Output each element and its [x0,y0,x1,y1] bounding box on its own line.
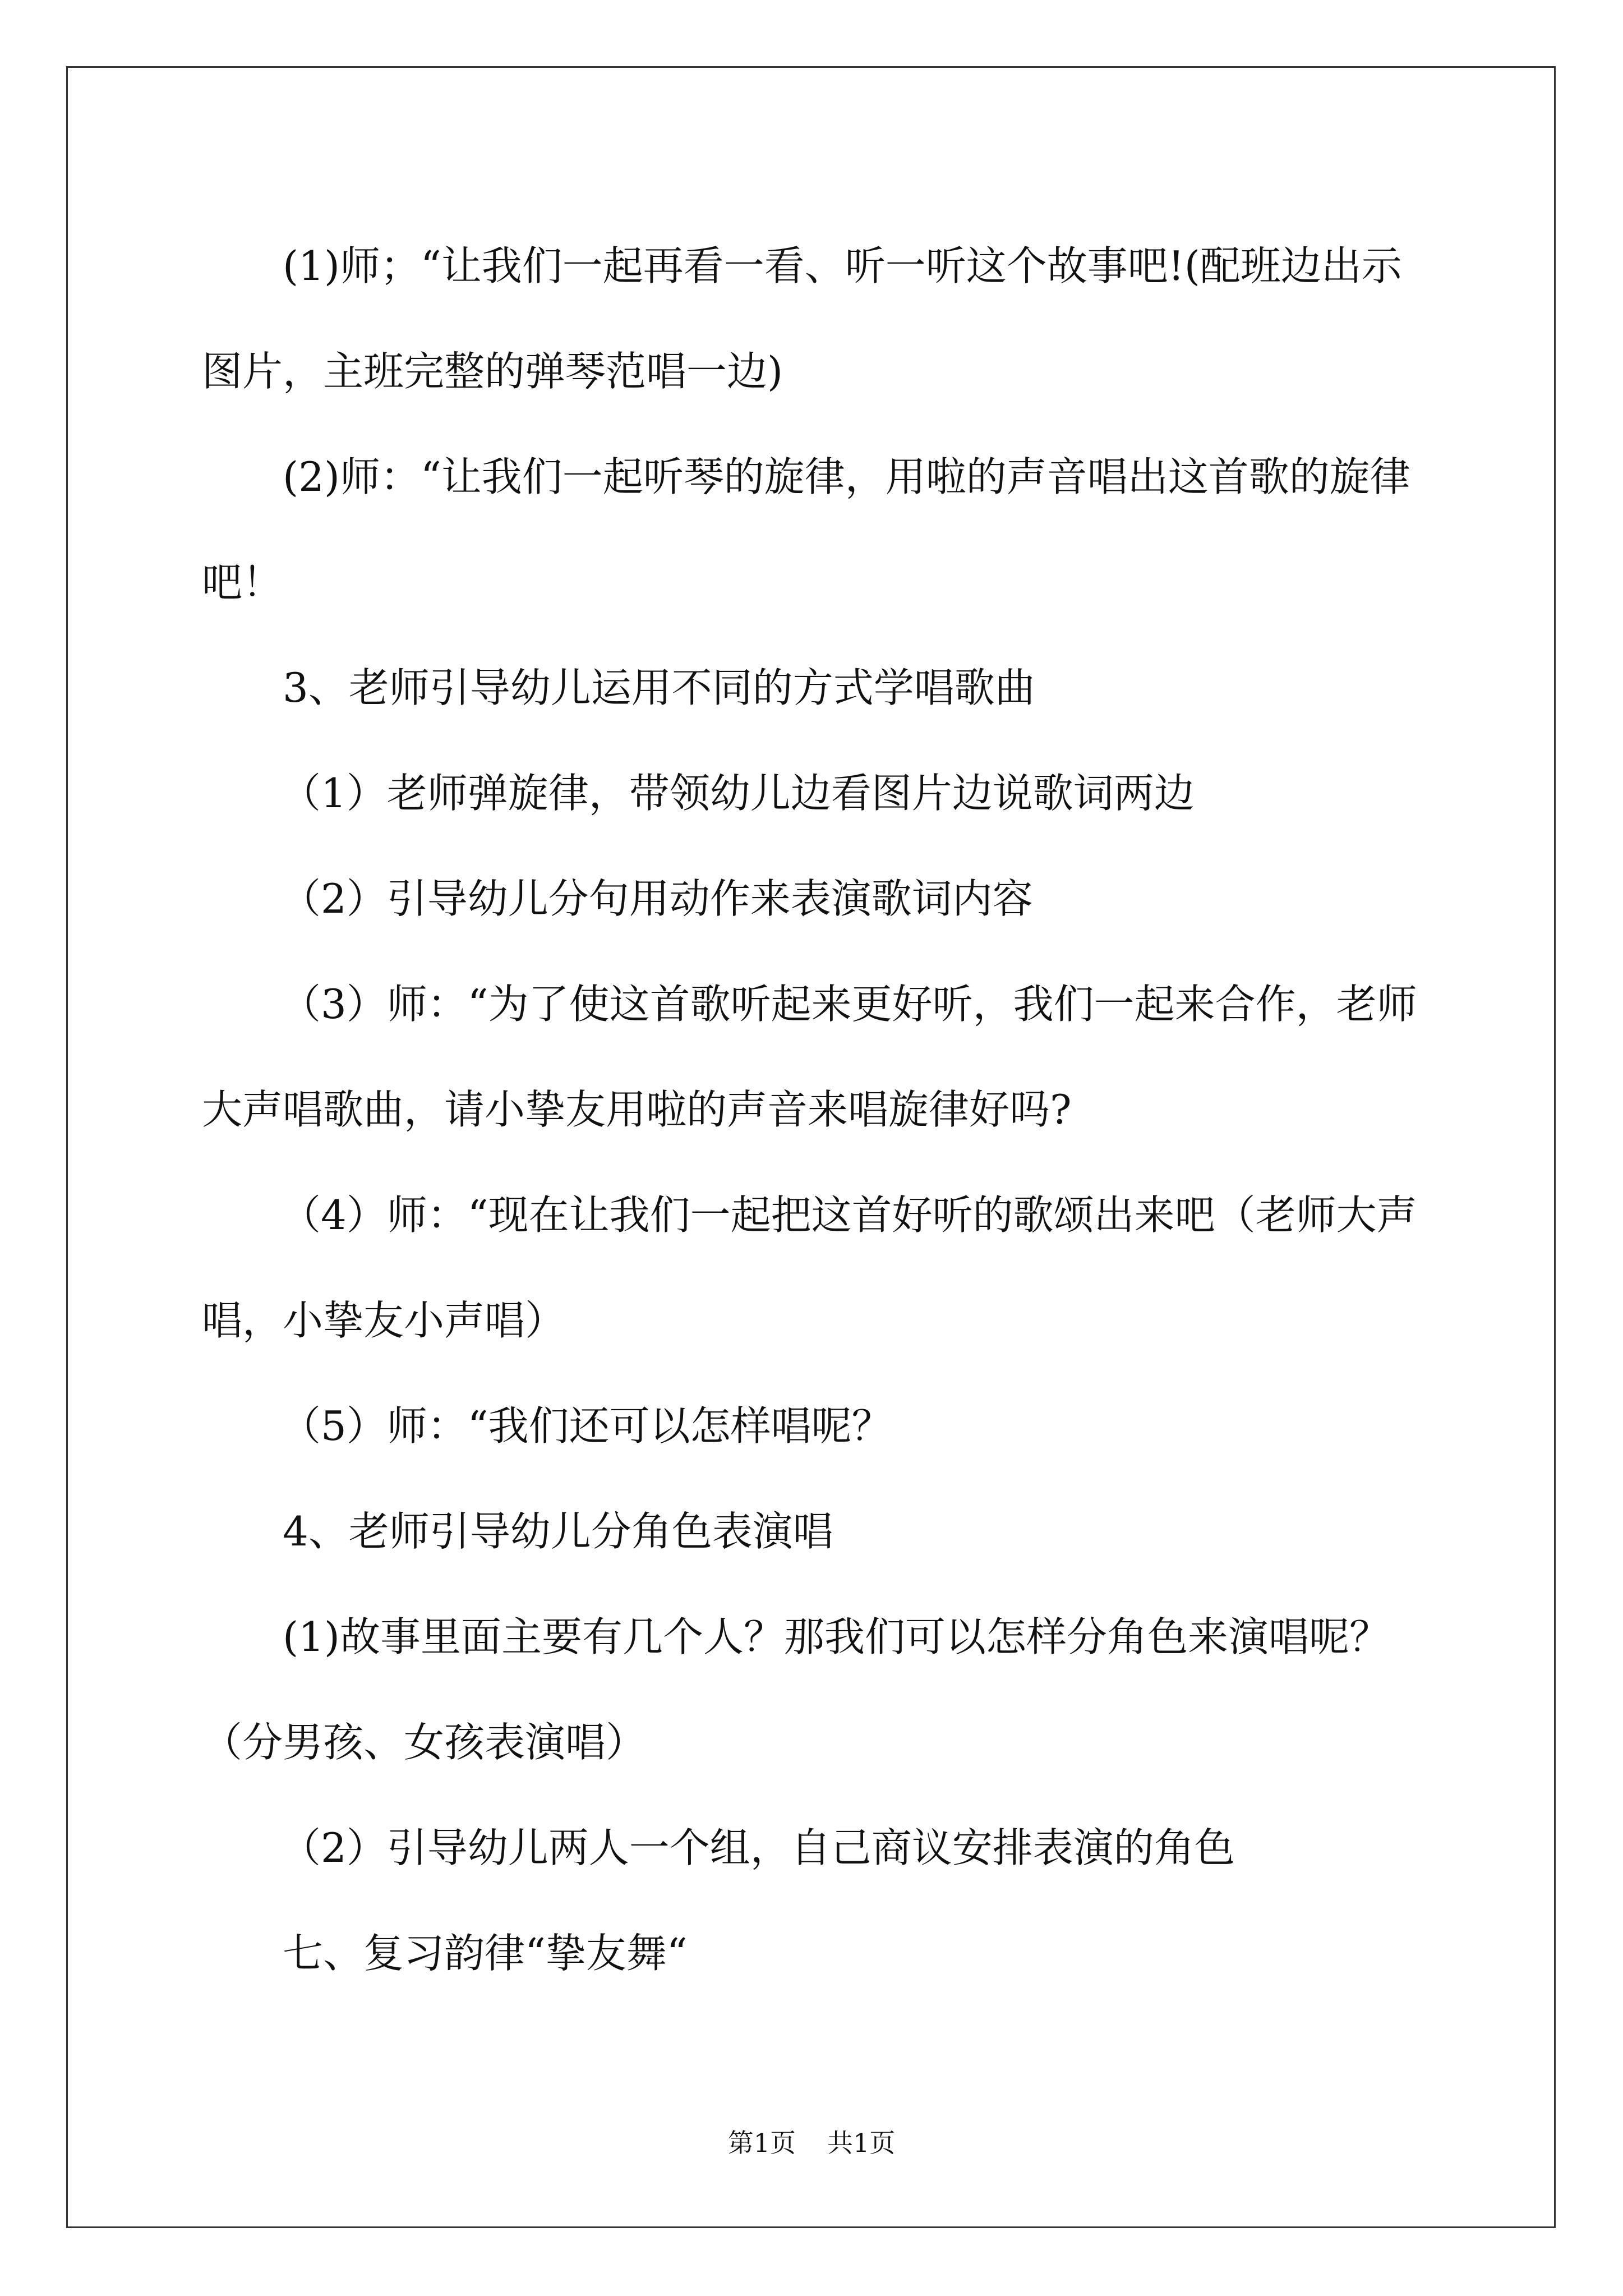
paragraph [202,424,1436,635]
paragraph [202,635,1436,740]
paragraph-line: (1)师；“让我们一起再看一看、听一听这个故事吧!(配班边出示 [283,242,1402,289]
paragraph-line: 吧！ [202,559,283,606]
paragraph-line: （4）师：“现在让我们一起把这首好听的歌颂出来吧（老师大声 [280,1191,1417,1239]
paragraph-line: 七、复习韵律“挚友舞“ [283,1930,688,1977]
paragraph-line: (2)师：“让我们一起听琴的旋律，用啦的声音唱出这首歌的旋律 [283,453,1410,500]
paragraph-line: （2）引导幼儿分句用动作来表演歌词内容 [280,875,1033,922]
paragraph-line: （3）师：“为了使这首歌听起来更好听，我们一起来合作，老师 [280,981,1417,1028]
paragraph [202,1373,1436,1479]
paragraph-line: （1）老师弹旋律，带领幼儿边看图片边说歌词两边 [280,770,1195,817]
document-body [202,213,1436,2006]
paragraph-line: （分男孩、女孩表演唱） [202,1719,647,1766]
page-number-label: 第1页 [727,2128,796,2158]
paragraph [202,1584,1436,1795]
paragraph-line: 3、老师引导幼儿运用不同的方式学唱歌曲 [283,664,1035,711]
paragraph [202,1162,1436,1373]
paragraph [202,846,1436,951]
paragraph [202,1479,1436,1584]
paragraph-line: 唱，小挚友小声唱） [202,1297,566,1344]
page-total-label: 共1页 [827,2128,896,2158]
paragraph [202,951,1436,1162]
page-footer [0,2126,1623,2160]
paragraph-line: （5）师：“我们还可以怎样唱呢？ [280,1402,892,1450]
paragraph [202,213,1436,424]
paragraph-line: 图片，主班完整的弹琴范唱一边) [202,348,783,395]
paragraph [202,1901,1436,2006]
paragraph-line: 4、老师引导幼儿分角色表演唱 [283,1508,833,1555]
paragraph-line: （2）引导幼儿两人一个组，自己商议安排表演的角色 [280,1824,1235,1871]
paragraph [202,740,1436,846]
paragraph [202,1795,1436,1901]
paragraph-line: 大声唱歌曲，请小挚友用啦的声音来唱旋律好吗? [202,1086,1072,1133]
paragraph-line: (1)故事里面主要有几个人？那我们可以怎样分角色来演唱呢？ [283,1613,1390,1660]
